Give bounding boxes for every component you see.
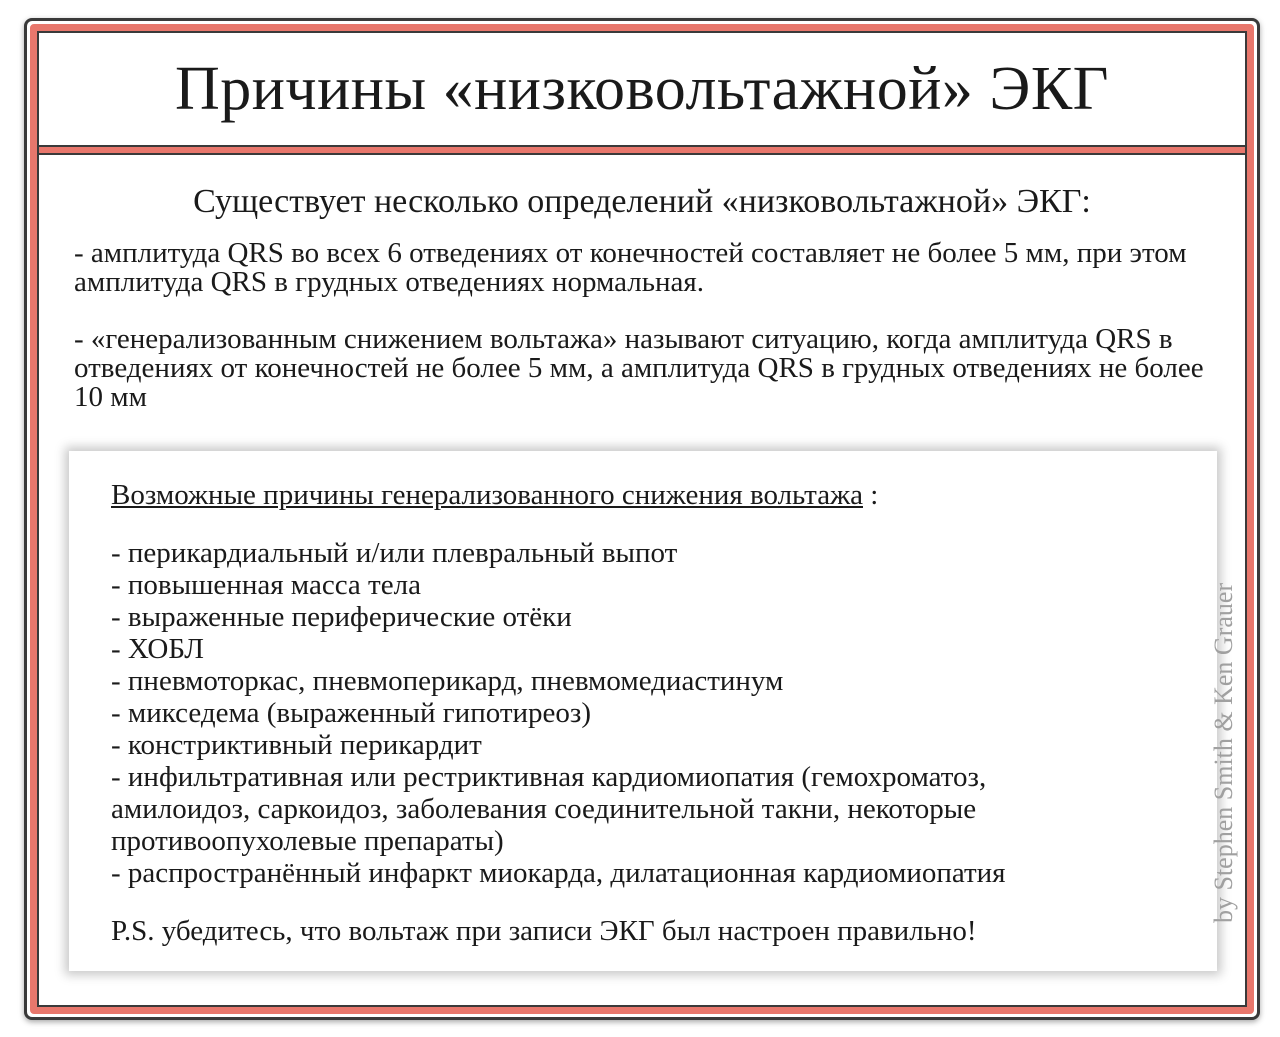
- causes-heading: [111, 479, 878, 512]
- list-item: - констриктивный перикардит: [111, 729, 482, 761]
- list-item: - пневмоторкас, пневмоперикард, пневмомедиастинум: [111, 665, 784, 697]
- frame-content: [37, 31, 1247, 1007]
- causes-box: [69, 451, 1217, 971]
- frame-accent-border: [30, 24, 1254, 1014]
- page-frame: [24, 18, 1260, 1020]
- list-item: - повышенная масса тела: [111, 569, 421, 601]
- title-bar: [39, 33, 1245, 147]
- definition-item: - амплитуда QRS во всех 6 отведениях от конечностей составляет не более 5 мм, при этом амплитуда QRS в грудных отведениях нормальная.: [74, 237, 1187, 298]
- definitions-block: [74, 239, 1214, 440]
- causes-list: [111, 537, 1131, 889]
- causes-heading-suffix: :: [862, 479, 879, 511]
- author-credit: by Stephen Smith & Ken Grauer: [1209, 582, 1238, 923]
- list-item: - перикардиальный и/или плевральный выпот: [111, 537, 678, 569]
- title-separator: [39, 147, 1245, 155]
- page-title: Причины «низковольтажной» ЭКГ: [174, 54, 1110, 123]
- list-item: - ХОБЛ: [111, 633, 204, 665]
- list-item: - выраженные периферические отёки: [111, 601, 572, 633]
- list-item: - инфильтративная или рестриктивная кардиомиопатия (гемохроматоз, амилоидоз, саркоидоз, заболевания соединительной такни, некоторые противоопухолевые препараты): [111, 761, 987, 857]
- subtitle: Существует несколько определений «низковольтажной» ЭКГ:: [193, 183, 1091, 220]
- definition-item: - «генерализованным снижением вольтажа» называют ситуацию, когда амплитуда QRS в отведениях от конечностей не более 5 мм, а амплитуда QRS в грудных отведениях не более 10 мм: [74, 323, 1204, 413]
- list-item: - распространённый инфаркт миокарда, дилатационная кардиомиопатия: [111, 857, 1006, 889]
- list-item: - микседема (выраженный гипотиреоз): [111, 697, 592, 729]
- postscript-note: P.S. убедитесь, что вольтаж при записи ЭКГ был настроен правильно!: [111, 915, 977, 947]
- causes-heading-text: Возможные причины генерализованного снижения вольтажа: [111, 479, 863, 511]
